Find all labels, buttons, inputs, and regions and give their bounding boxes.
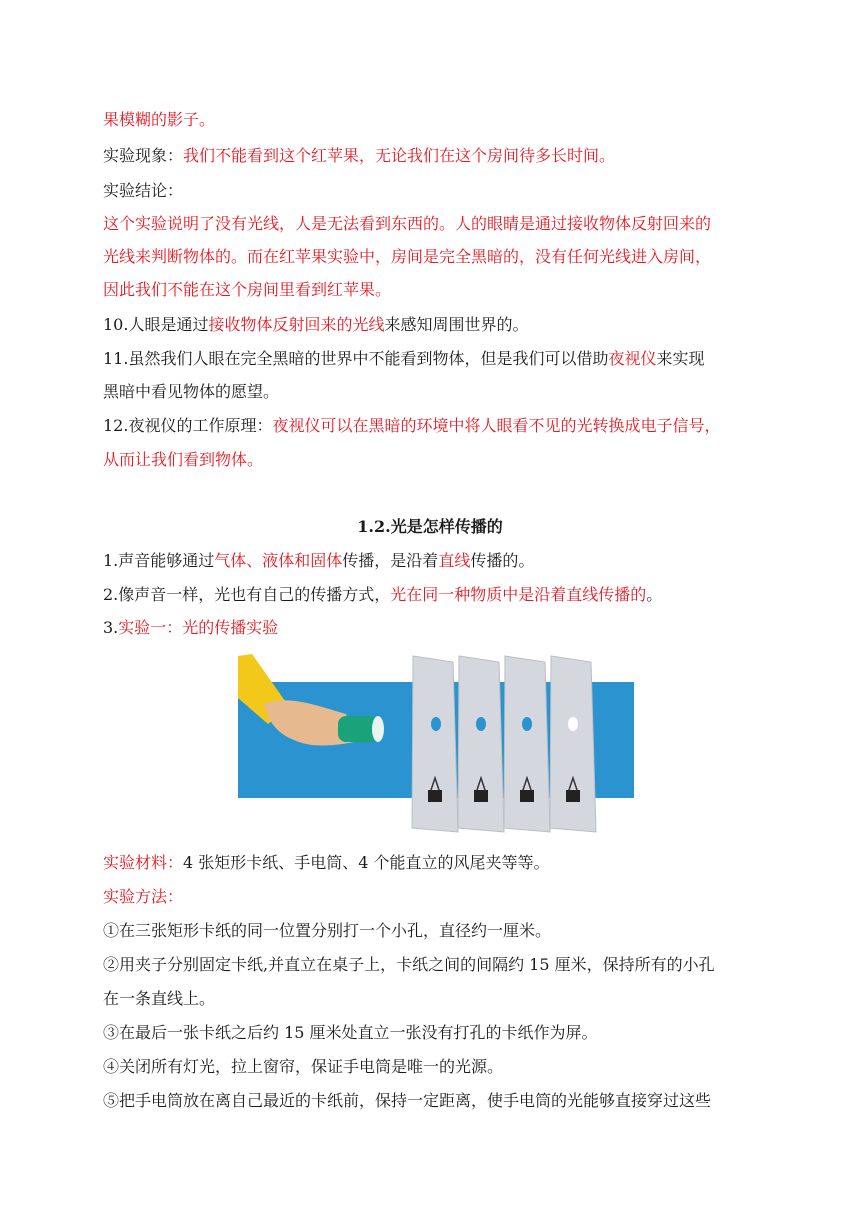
item-11-red: 夜视仪 xyxy=(608,349,657,368)
phenomenon-label: 实验现象： xyxy=(103,146,184,165)
item-11 xyxy=(103,349,763,369)
item-11-line-2: 黑暗中看见物体的愿望。 xyxy=(103,382,280,401)
card-4 xyxy=(550,656,596,832)
binder-clip-icon xyxy=(474,790,488,802)
figure-illustration xyxy=(238,654,634,834)
s3-pre: 3. xyxy=(103,618,119,637)
card-3 xyxy=(504,656,550,832)
step-2-line-2: 在一条直线上。 xyxy=(103,989,216,1008)
section-title: 1.2.光是怎样传播的 xyxy=(357,517,503,536)
binder-clip-icon xyxy=(428,790,442,802)
card-light-spot-icon xyxy=(568,717,578,731)
card-hole-icon xyxy=(522,717,532,731)
item-12 xyxy=(103,416,763,436)
s2-pre: 2.像声音一样，光也有自己的传播方式， xyxy=(103,585,391,604)
phenomenon-text: 我们不能看到这个红苹果，无论我们在这个房间待多长时间。 xyxy=(183,146,616,165)
step-5: ⑤把手电筒放在离自己最近的卡纸前，保持一定距离，使手电筒的光能够直接穿过这些 xyxy=(103,1091,712,1110)
card-hole-icon xyxy=(431,717,441,731)
s2-post: 。 xyxy=(646,585,663,604)
s1-post: 传播的。 xyxy=(470,551,535,570)
item-10-red: 接收物体反射回来的光线 xyxy=(208,315,385,334)
section-item-3 xyxy=(103,618,763,638)
conclusion-label: 实验结论： xyxy=(103,181,184,200)
s1-mid: 传播，是沿着 xyxy=(342,551,439,570)
s3-red: 实验一：光的传播实验 xyxy=(118,618,279,637)
binder-clip-icon xyxy=(566,790,580,802)
s1-pre: 1.声音能够通过 xyxy=(103,551,215,570)
light-propagation-figure xyxy=(238,654,634,834)
item-11-post: 来实现 xyxy=(656,349,705,368)
s1-red-1: 气体、液体和固体 xyxy=(214,551,343,570)
conclusion-line-2: 光线来判断物体的。而在红苹果实验中，房间是完全黑暗的，没有任何光线进入房间， xyxy=(103,247,712,266)
item-12-line-2: 从而让我们看到物体。 xyxy=(103,450,264,469)
materials-label: 实验材料： xyxy=(103,853,184,872)
flashlight-lens xyxy=(372,716,384,742)
s1-red-2: 直线 xyxy=(438,551,471,570)
materials-text: 4 张矩形卡纸、手电筒、4 个能直立的风尾夹等等。 xyxy=(183,853,550,872)
item-10-pre: 10.人眼是通过 xyxy=(103,315,209,334)
item-10 xyxy=(103,315,763,335)
step-3: ③在最后一张卡纸之后约 15 厘米处直立一张没有打孔的卡纸作为屏。 xyxy=(103,1023,598,1042)
step-2: ②用夹子分别固定卡纸,并直立在桌子上，卡纸之间的间隔约 15 厘米，保持所有的小孔 xyxy=(103,955,715,974)
binder-clip-icon xyxy=(520,790,534,802)
step-4: ④关闭所有灯光，拉上窗帘，保证手电筒是唯一的光源。 xyxy=(103,1057,504,1076)
conclusion-line-3: 因此我们不能在这个房间里看到红苹果。 xyxy=(103,280,392,299)
item-10-post: 来感知周围世界的。 xyxy=(384,315,529,334)
s2-red: 光在同一种物质中是沿着直线传播的 xyxy=(390,585,647,604)
materials xyxy=(103,853,763,873)
step-1: ①在三张矩形卡纸的同一位置分别打一个小孔，直径约一厘米。 xyxy=(103,921,552,940)
paragraph-blurry-shadow: 果模糊的影子。 xyxy=(103,110,216,129)
item-12-pre: 12.夜视仪的工作原理： xyxy=(103,416,273,435)
conclusion-line-1: 这个实验说明了没有光线，人是无法看到东西的。人的眼睛是通过接收物体反射回来的 xyxy=(103,214,712,233)
paragraph-phenomenon xyxy=(103,146,763,166)
section-item-2 xyxy=(103,585,763,605)
card-hole-icon xyxy=(476,717,486,731)
item-12-red: 夜视仪可以在黑暗的环境中将人眼看不见的光转换成电子信号， xyxy=(272,416,721,435)
card-1 xyxy=(412,656,458,832)
section-item-1 xyxy=(103,551,763,571)
method-label: 实验方法： xyxy=(103,887,184,906)
item-11-pre: 11.虽然我们人眼在完全黑暗的世界中不能看到物体，但是我们可以借助 xyxy=(103,349,609,368)
card-2 xyxy=(458,656,504,832)
